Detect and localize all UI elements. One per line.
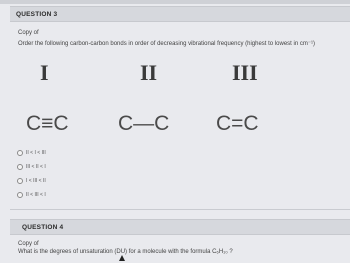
answer-option-label: II < III < I <box>26 192 46 198</box>
numeral-ii: II <box>140 60 158 85</box>
answer-option-label: III < II < I <box>26 164 46 170</box>
answer-options <box>17 146 46 202</box>
bond-double: C=C <box>216 112 259 135</box>
answer-option-label: II < I < III <box>26 150 46 156</box>
answer-option-3[interactable] <box>17 174 46 188</box>
answer-option-label: I < III < II <box>26 178 46 184</box>
bond-single: C—C <box>118 112 170 135</box>
question-4-prompt: What is the degrees of unsaturation (DU) for a molecule with the formula C₆H₁₀ ? <box>18 249 233 255</box>
answer-option-2[interactable] <box>17 160 46 174</box>
top-bar <box>0 0 350 4</box>
numeral-iii: III <box>232 60 258 85</box>
radio-button[interactable] <box>17 150 23 156</box>
answer-option-1[interactable] <box>17 146 46 160</box>
question-3-prompt: Order the following carbon-carbon bonds in order of decreasing vibrational frequency (highest to lowest in cm⁻¹) <box>18 41 315 47</box>
mouse-cursor-icon <box>119 255 125 261</box>
section-divider <box>10 209 350 210</box>
numeral-i: I <box>40 60 49 85</box>
question-3-copy-label: Copy of <box>18 30 39 36</box>
question-3-header <box>10 6 350 22</box>
answer-option-4[interactable] <box>17 188 46 202</box>
question-4-title: QUESTION 4 <box>22 224 64 231</box>
question-3-title: QUESTION 3 <box>16 11 58 18</box>
question-4-copy-label: Copy of <box>18 241 39 247</box>
radio-button[interactable] <box>17 178 23 184</box>
bond-triple: C≡C <box>26 112 69 135</box>
radio-button[interactable] <box>17 164 23 170</box>
radio-button[interactable] <box>17 192 23 198</box>
